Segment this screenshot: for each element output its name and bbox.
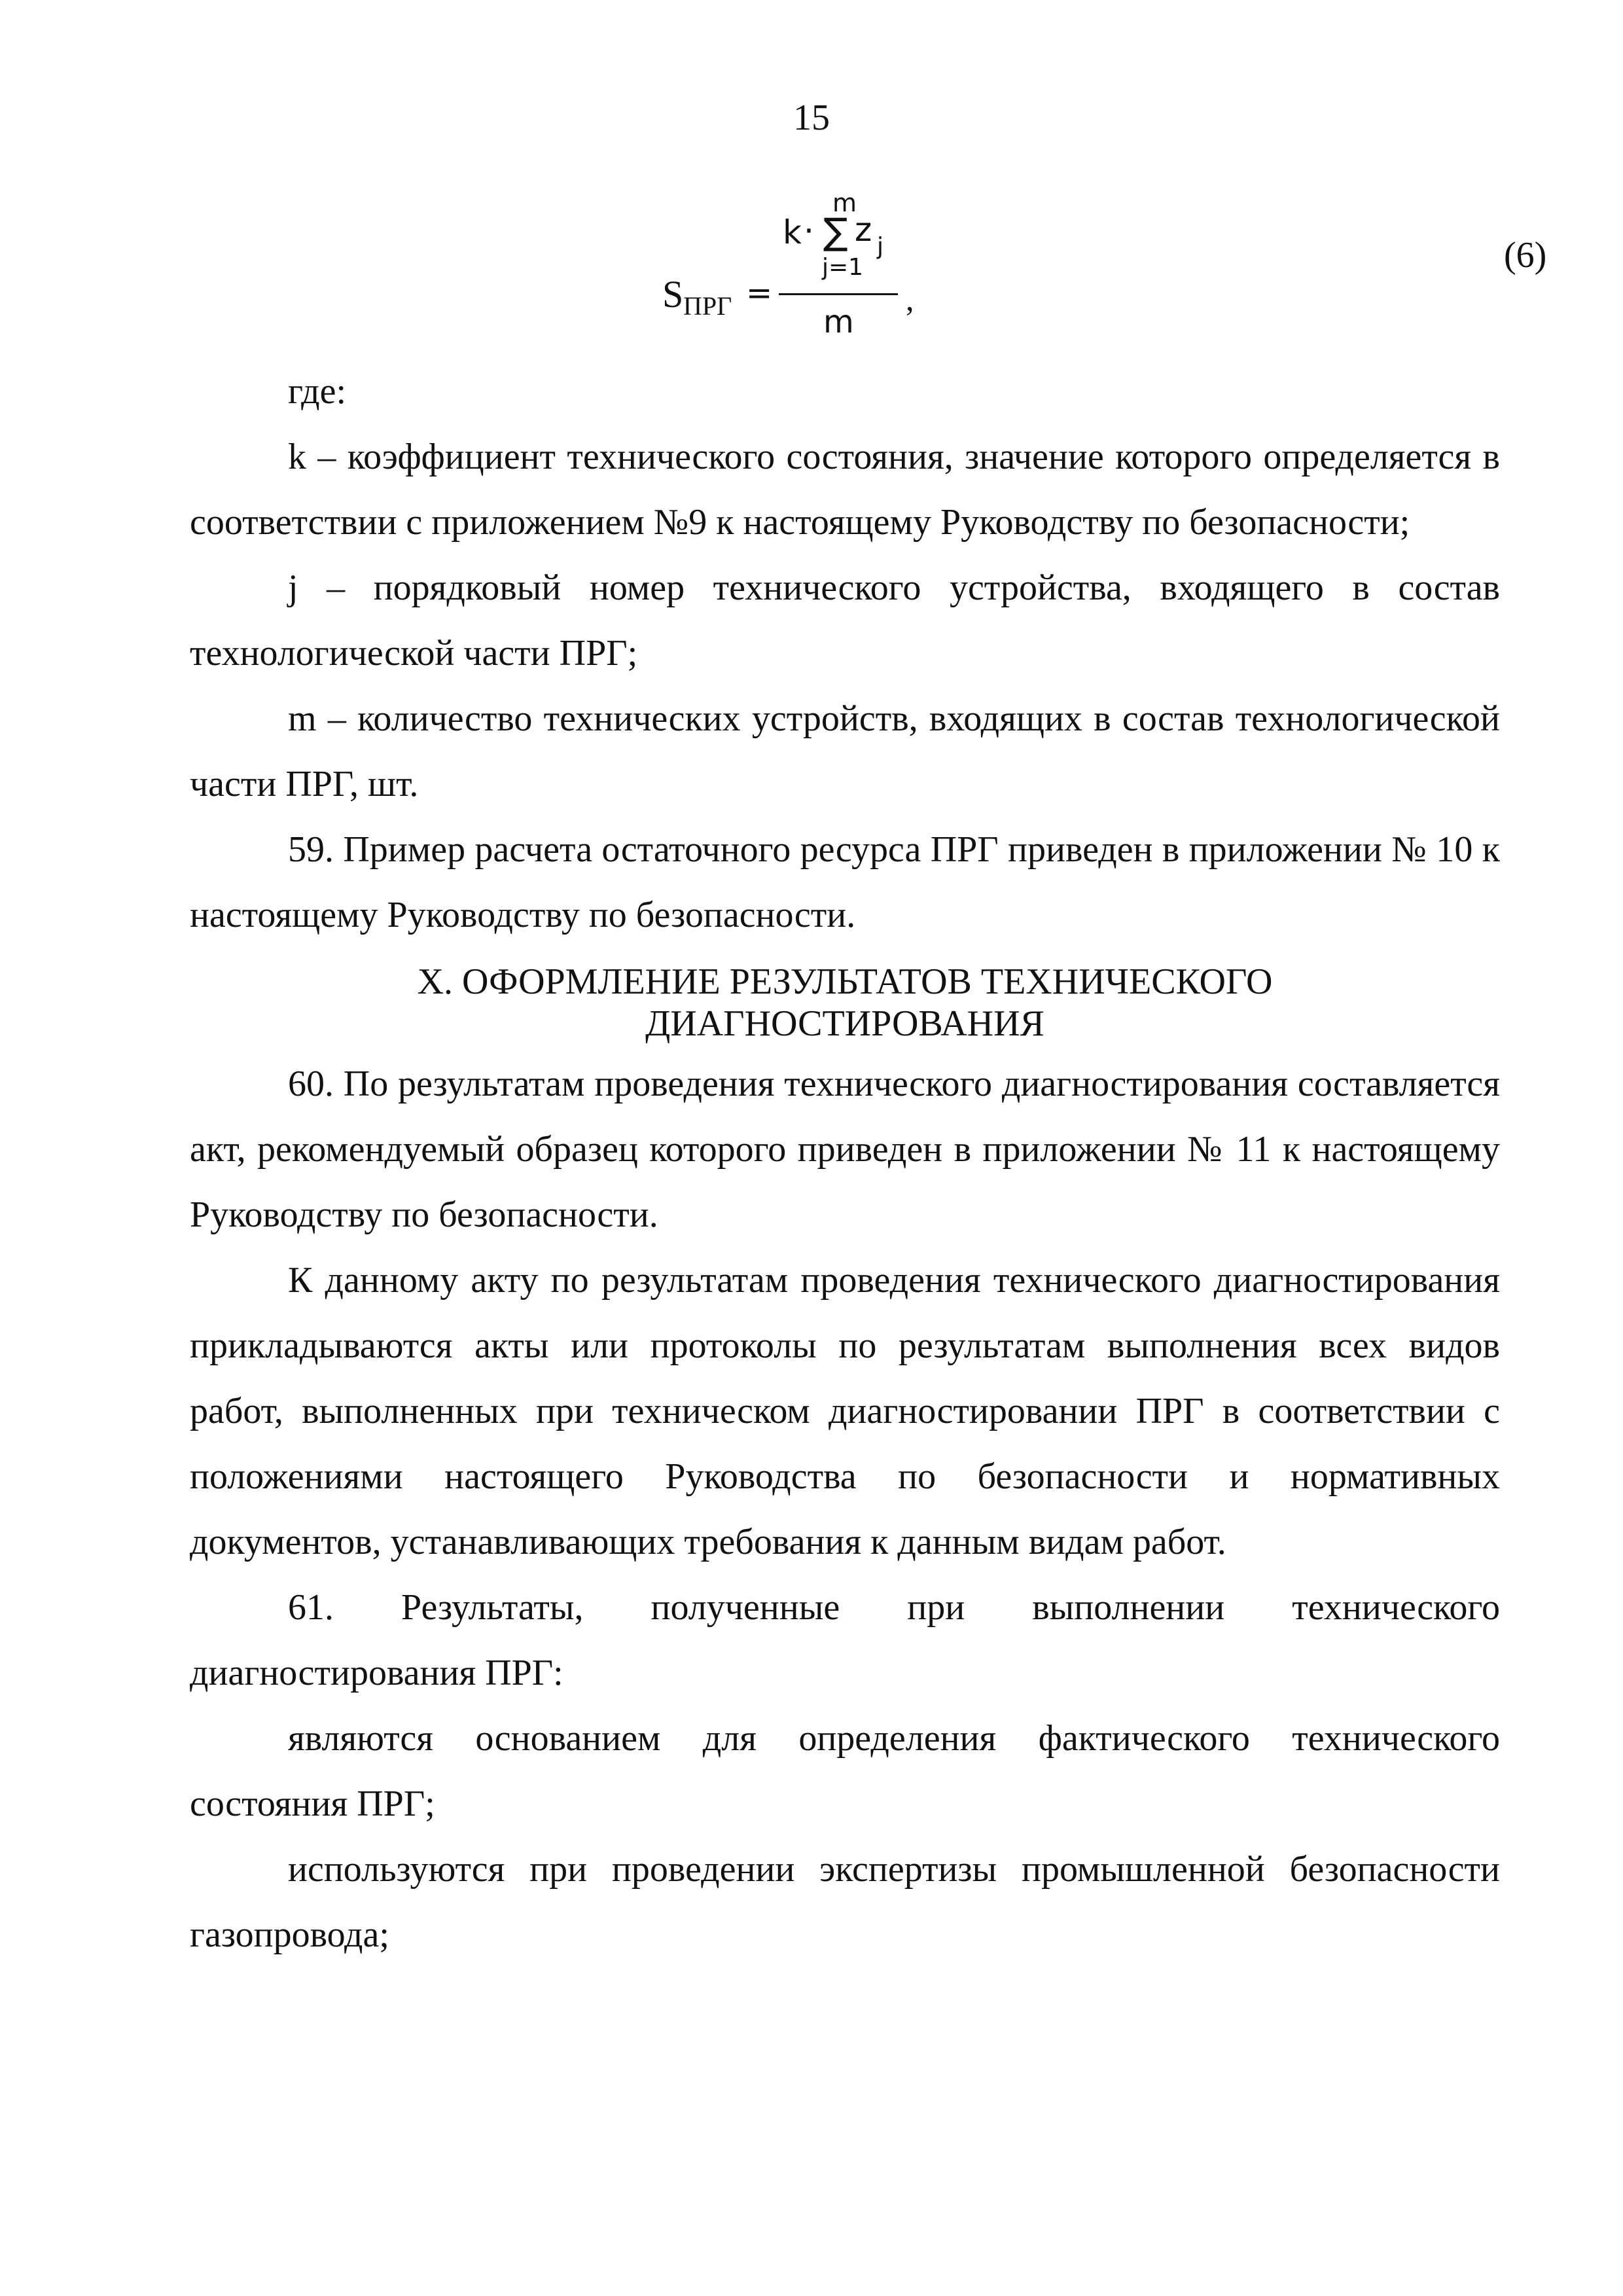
paragraph-61-item-a: являются основанием для определения фактического технического состояния ПРГ;: [190, 1718, 1500, 1824]
paragraph-59: 59. Пример расчета остаточного ресурса ПРГ приведен в приложении № 10 к настоящему Руководству по безопасности.: [190, 829, 1500, 935]
definition-k: k – коэффициент технического состояния, значение которого определяется в соответствии с приложением №9 к настоящему Руководству по безопасности;: [190, 437, 1500, 543]
definition-j: j – порядковый номер технического устройства, входящего в состав технологической части ПРГ;: [190, 567, 1500, 673]
formula-comma: ,: [906, 281, 914, 317]
paragraph-60: 60. По результатам проведения технического диагностирования составляется акт, рекомендуемый образец которого приведен в приложении № 11 к настоящему Руководству по безопасности.: [190, 1064, 1500, 1235]
formula-denominator: m: [823, 304, 854, 340]
section-heading-line-1: X. ОФОРМЛЕНИЕ РЕЗУЛЬТАТОВ ТЕХНИЧЕСКОГО: [417, 961, 1273, 1002]
formula-k: k: [783, 213, 802, 251]
document-body: [190, 359, 1500, 1967]
formula-sigma: ∑: [823, 211, 848, 253]
formula-fraction-line: [779, 293, 898, 295]
formula-lhs-subscript: ПРГ: [683, 291, 732, 321]
formula-z-subscript: j: [877, 233, 884, 260]
where-label: где:: [288, 371, 347, 412]
formula-z: z: [855, 211, 872, 249]
formula-sum-upper-limit: m: [832, 188, 857, 217]
paragraph-60-attachments: К данному акту по результатам проведения технического диагностирования прикладываются акты или протоколы по результатам выполнения всех видов работ, выполненных при техническом диагностировании ПРГ в соответствии с положениями настоящего Руководства по безопасности и нормативных документов, устанавливающих требования к данным видам работ.: [190, 1260, 1500, 1562]
paragraph-61-item-b: используются при проведении экспертизы промышленной безопасности газопровода;: [190, 1849, 1500, 1955]
section-heading-line-2: ДИАГНОСТИРОВАНИЯ: [645, 1003, 1044, 1044]
page-number: 15: [793, 98, 830, 138]
section-heading: [190, 961, 1500, 1045]
formula-equals: =: [746, 275, 773, 312]
formula-lhs: S: [662, 273, 684, 315]
formula-sum-lower-limit: j=1: [822, 254, 864, 281]
formula-number: (6): [1504, 235, 1547, 276]
formula-6: [0, 177, 1623, 347]
paragraph-61: 61. Результаты, полученные при выполнении технического диагностирования ПРГ:: [190, 1587, 1500, 1693]
formula-dot: ·: [804, 212, 814, 250]
definition-m: m – количество технических устройств, входящих в состав технологической части ПРГ, шт.: [190, 698, 1500, 804]
